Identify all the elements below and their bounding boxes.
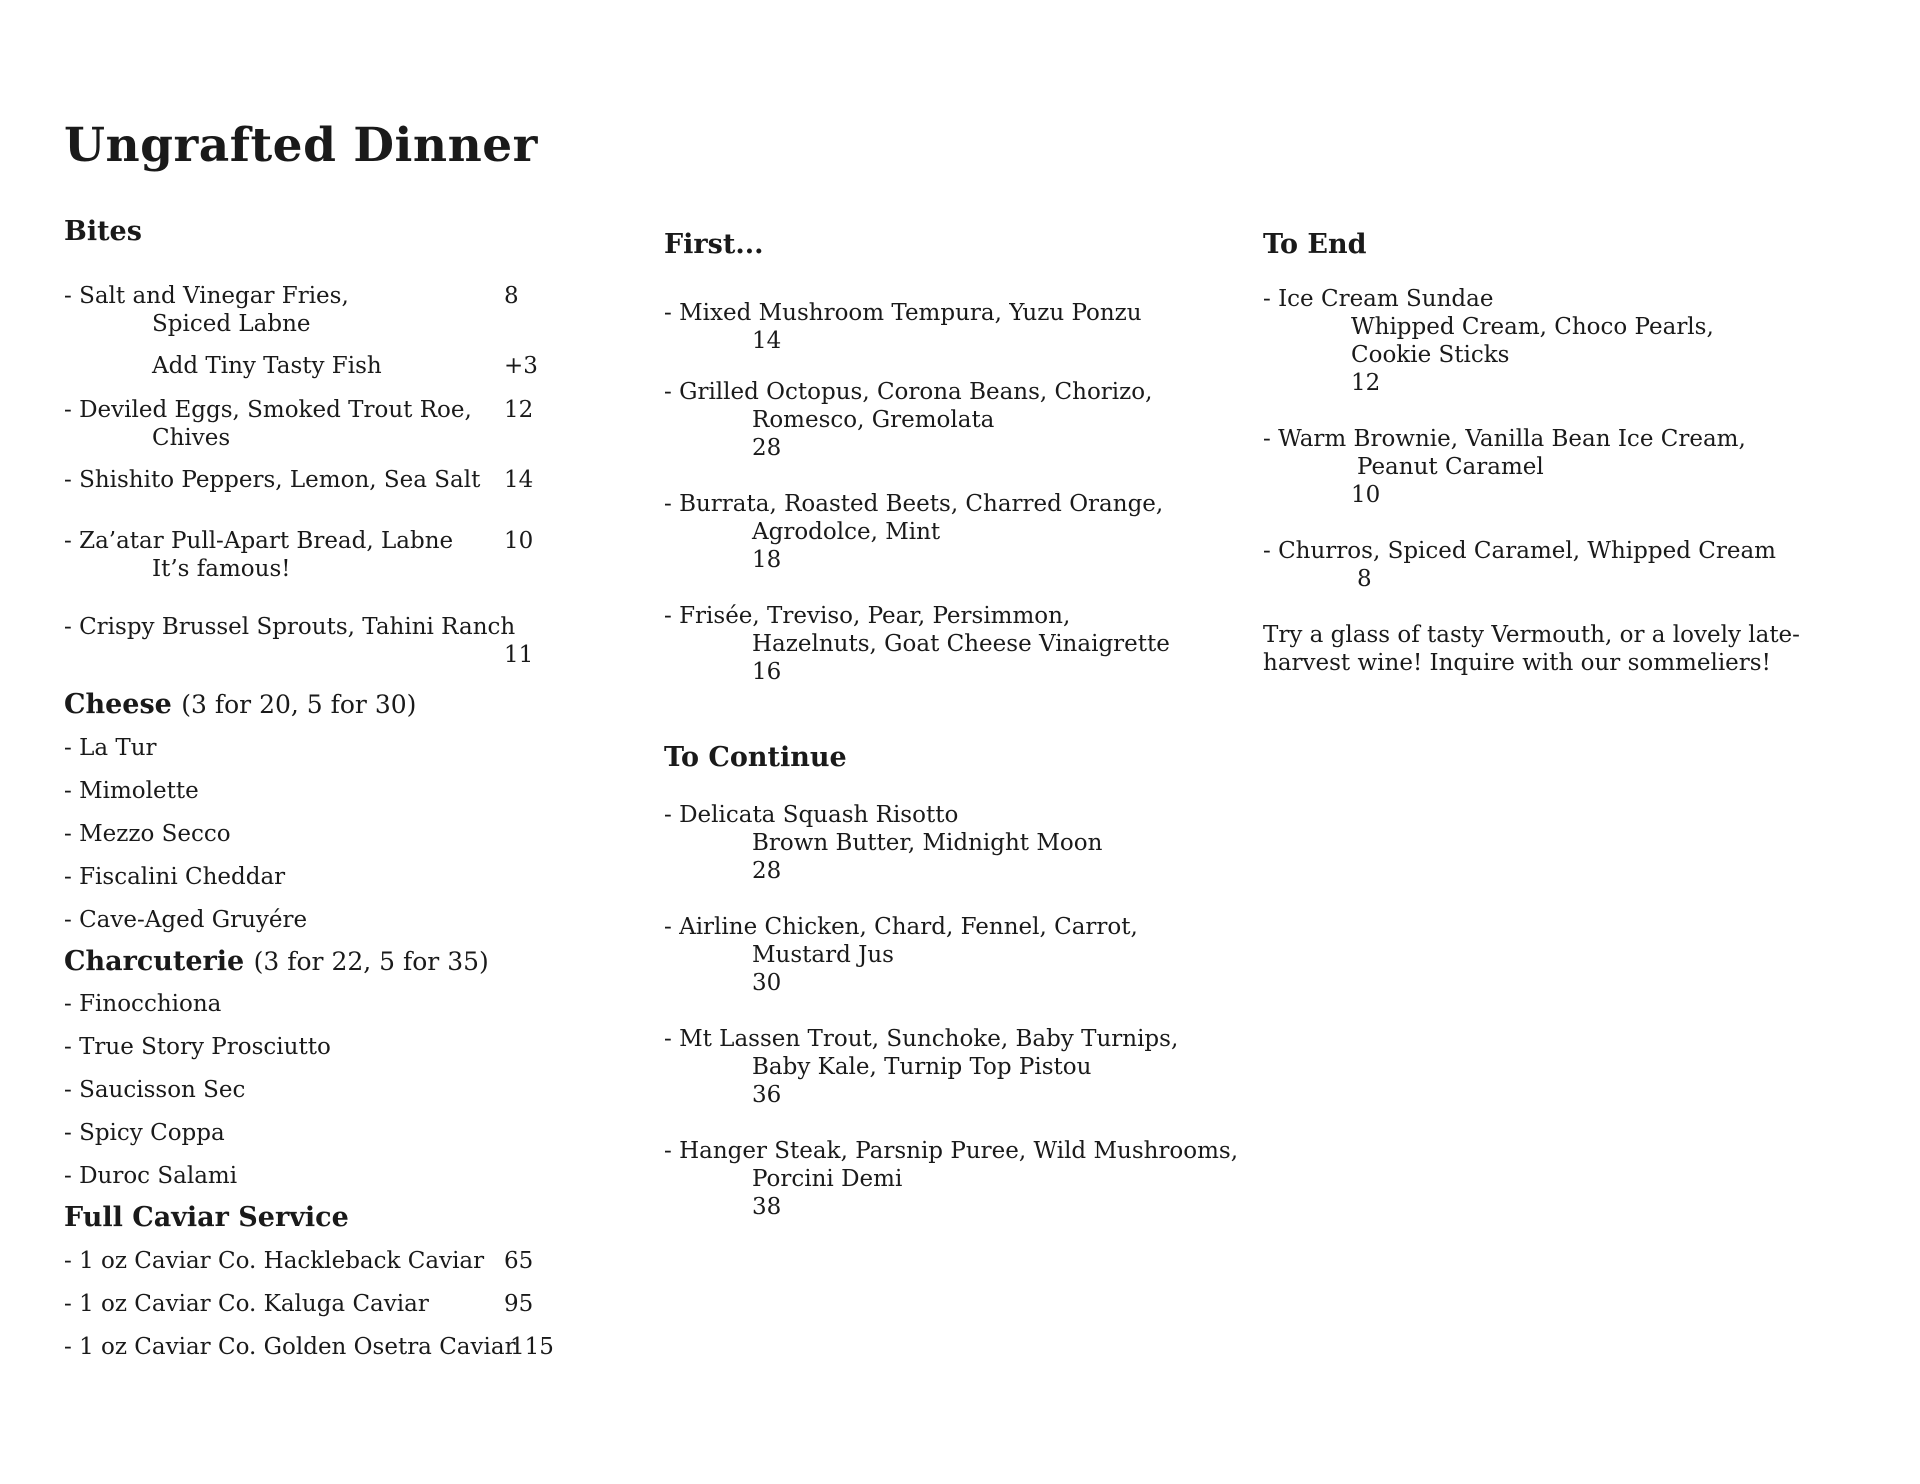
item-name: - Deviled Eggs, Smoked Trout Roe, bbox=[64, 397, 472, 424]
menu-item bbox=[64, 1333, 624, 1361]
item-price: 36 bbox=[752, 1081, 782, 1108]
menu-item bbox=[64, 466, 624, 494]
item-name: - Churros, Spiced Caramel, Whipped Cream bbox=[1263, 538, 1776, 565]
menu-item bbox=[64, 396, 624, 452]
section-heading-first: First... bbox=[664, 229, 764, 260]
middle-column bbox=[664, 229, 1264, 1221]
list-item: - Saucisson Sec bbox=[64, 1077, 246, 1104]
item-price: +3 bbox=[504, 353, 538, 380]
menu-item bbox=[664, 490, 1264, 574]
list-item: - Spicy Coppa bbox=[64, 1120, 225, 1147]
section-title: Cheese bbox=[64, 689, 172, 721]
item-name: - 1 oz Caviar Co. Hackleback Caviar bbox=[64, 1247, 485, 1274]
item-price: 65 bbox=[504, 1247, 534, 1274]
item-name: - Shishito Peppers, Lemon, Sea Salt bbox=[64, 467, 481, 494]
item-name: - Warm Brownie, Vanilla Bean Ice Cream, bbox=[1263, 426, 1746, 453]
section-note: (3 for 22, 5 for 35) bbox=[253, 946, 489, 976]
item-price: 14 bbox=[504, 467, 534, 494]
item-price: 12 bbox=[504, 397, 534, 424]
item-description: Agrodolce, Mint bbox=[752, 519, 941, 546]
item-description: Chives bbox=[152, 425, 231, 452]
item-price: 18 bbox=[752, 547, 782, 574]
item-price: 115 bbox=[510, 1333, 554, 1360]
item-price: 28 bbox=[752, 857, 782, 884]
item-name: - 1 oz Caviar Co. Kaluga Caviar bbox=[64, 1290, 429, 1317]
item-price: 28 bbox=[752, 435, 782, 462]
list-item: - Mezzo Secco bbox=[64, 820, 231, 847]
menu-item bbox=[64, 1290, 624, 1318]
menu-item bbox=[64, 1247, 624, 1275]
menu-item bbox=[64, 527, 624, 583]
menu-item bbox=[664, 1137, 1264, 1221]
item-price: 30 bbox=[752, 969, 782, 996]
item-description: Spiced Labne bbox=[152, 311, 311, 338]
section-heading-bites: Bites bbox=[64, 216, 142, 247]
item-price: 10 bbox=[1351, 482, 1381, 509]
item-name: - Airline Chicken, Chard, Fennel, Carrot, bbox=[664, 913, 1138, 940]
item-name: - Mixed Mushroom Tempura, Yuzu Ponzu bbox=[664, 300, 1142, 327]
section-title: Charcuterie bbox=[64, 945, 245, 977]
menu-item bbox=[664, 801, 1264, 885]
section-heading-caviar: Full Caviar Service bbox=[64, 1202, 349, 1234]
item-description: Cookie Sticks bbox=[1351, 342, 1510, 369]
list-item: - Cave-Aged Gruyére bbox=[64, 906, 308, 933]
item-name: - 1 oz Caviar Co. Golden Osetra Caviar bbox=[64, 1333, 516, 1360]
item-price: 12 bbox=[1351, 370, 1381, 397]
item-name: - Crispy Brussel Sprouts, Tahini Ranch bbox=[64, 614, 516, 641]
section-heading-cheese bbox=[64, 689, 624, 721]
menu-item bbox=[664, 378, 1264, 462]
item-name: - Grilled Octopus, Corona Beans, Chorizo, bbox=[664, 379, 1153, 406]
item-price: 95 bbox=[504, 1290, 534, 1317]
menu-item bbox=[1263, 537, 1863, 593]
menu-item bbox=[64, 352, 624, 380]
section-heading-charcuterie bbox=[64, 946, 624, 978]
menu-item bbox=[1263, 425, 1863, 509]
item-price: 10 bbox=[504, 528, 534, 555]
item-price: 11 bbox=[504, 642, 534, 669]
list-item: - True Story Prosciutto bbox=[64, 1034, 331, 1061]
list-item: - Fiscalini Cheddar bbox=[64, 863, 286, 890]
item-name: - Za’atar Pull-Apart Bread, Labne bbox=[64, 528, 454, 555]
left-column bbox=[64, 216, 624, 1361]
item-description: Hazelnuts, Goat Cheese Vinaigrette bbox=[752, 631, 1170, 658]
list-item: - Mimolette bbox=[64, 777, 199, 804]
item-description: Baby Kale, Turnip Top Pistou bbox=[752, 1053, 1092, 1080]
list-item: - La Tur bbox=[64, 734, 157, 761]
item-description: Whipped Cream, Choco Pearls, bbox=[1351, 314, 1714, 341]
menu-item bbox=[64, 282, 624, 338]
menu-item bbox=[664, 913, 1264, 997]
item-description: Romesco, Gremolata bbox=[752, 407, 995, 434]
beverage-note: Try a glass of tasty Vermouth, or a lovely late-harvest wine! Inquire with our sommeliers! bbox=[1263, 622, 1800, 677]
item-name: - Frisée, Treviso, Pear, Persimmon, bbox=[664, 603, 1071, 630]
item-price: 8 bbox=[1357, 566, 1372, 593]
list-item: - Finocchiona bbox=[64, 991, 222, 1018]
item-price: 14 bbox=[752, 328, 782, 355]
item-price: 8 bbox=[504, 283, 519, 310]
menu-item bbox=[664, 1025, 1264, 1109]
item-price: 16 bbox=[752, 659, 782, 686]
item-name: - Salt and Vinegar Fries, bbox=[64, 283, 349, 310]
menu-item bbox=[64, 613, 624, 669]
menu-title: Ungrafted Dinner bbox=[64, 118, 538, 173]
item-name: - Mt Lassen Trout, Sunchoke, Baby Turnips, bbox=[664, 1025, 1179, 1052]
item-description: Brown Butter, Midnight Moon bbox=[752, 829, 1103, 856]
item-name: - Ice Cream Sundae bbox=[1263, 286, 1494, 313]
item-name: - Hanger Steak, Parsnip Puree, Wild Mushrooms, bbox=[664, 1137, 1239, 1164]
list-item: - Duroc Salami bbox=[64, 1163, 238, 1190]
item-name: Add Tiny Tasty Fish bbox=[152, 353, 382, 380]
item-description: It’s famous! bbox=[152, 556, 291, 583]
item-name: - Delicata Squash Risotto bbox=[664, 801, 959, 828]
item-description: Porcini Demi bbox=[752, 1165, 903, 1192]
right-column bbox=[1263, 229, 1863, 677]
menu-item bbox=[664, 299, 1264, 355]
item-description: Peanut Caramel bbox=[1357, 454, 1544, 481]
item-description: Mustard Jus bbox=[752, 941, 894, 968]
section-note: (3 for 20, 5 for 30) bbox=[181, 690, 417, 720]
item-name: - Burrata, Roasted Beets, Charred Orange, bbox=[664, 491, 1164, 518]
menu-item bbox=[664, 602, 1264, 686]
menu-item bbox=[1263, 285, 1863, 397]
section-heading-to-continue: To Continue bbox=[664, 742, 847, 774]
section-heading-to-end: To End bbox=[1263, 229, 1367, 260]
item-price: 38 bbox=[752, 1193, 782, 1220]
